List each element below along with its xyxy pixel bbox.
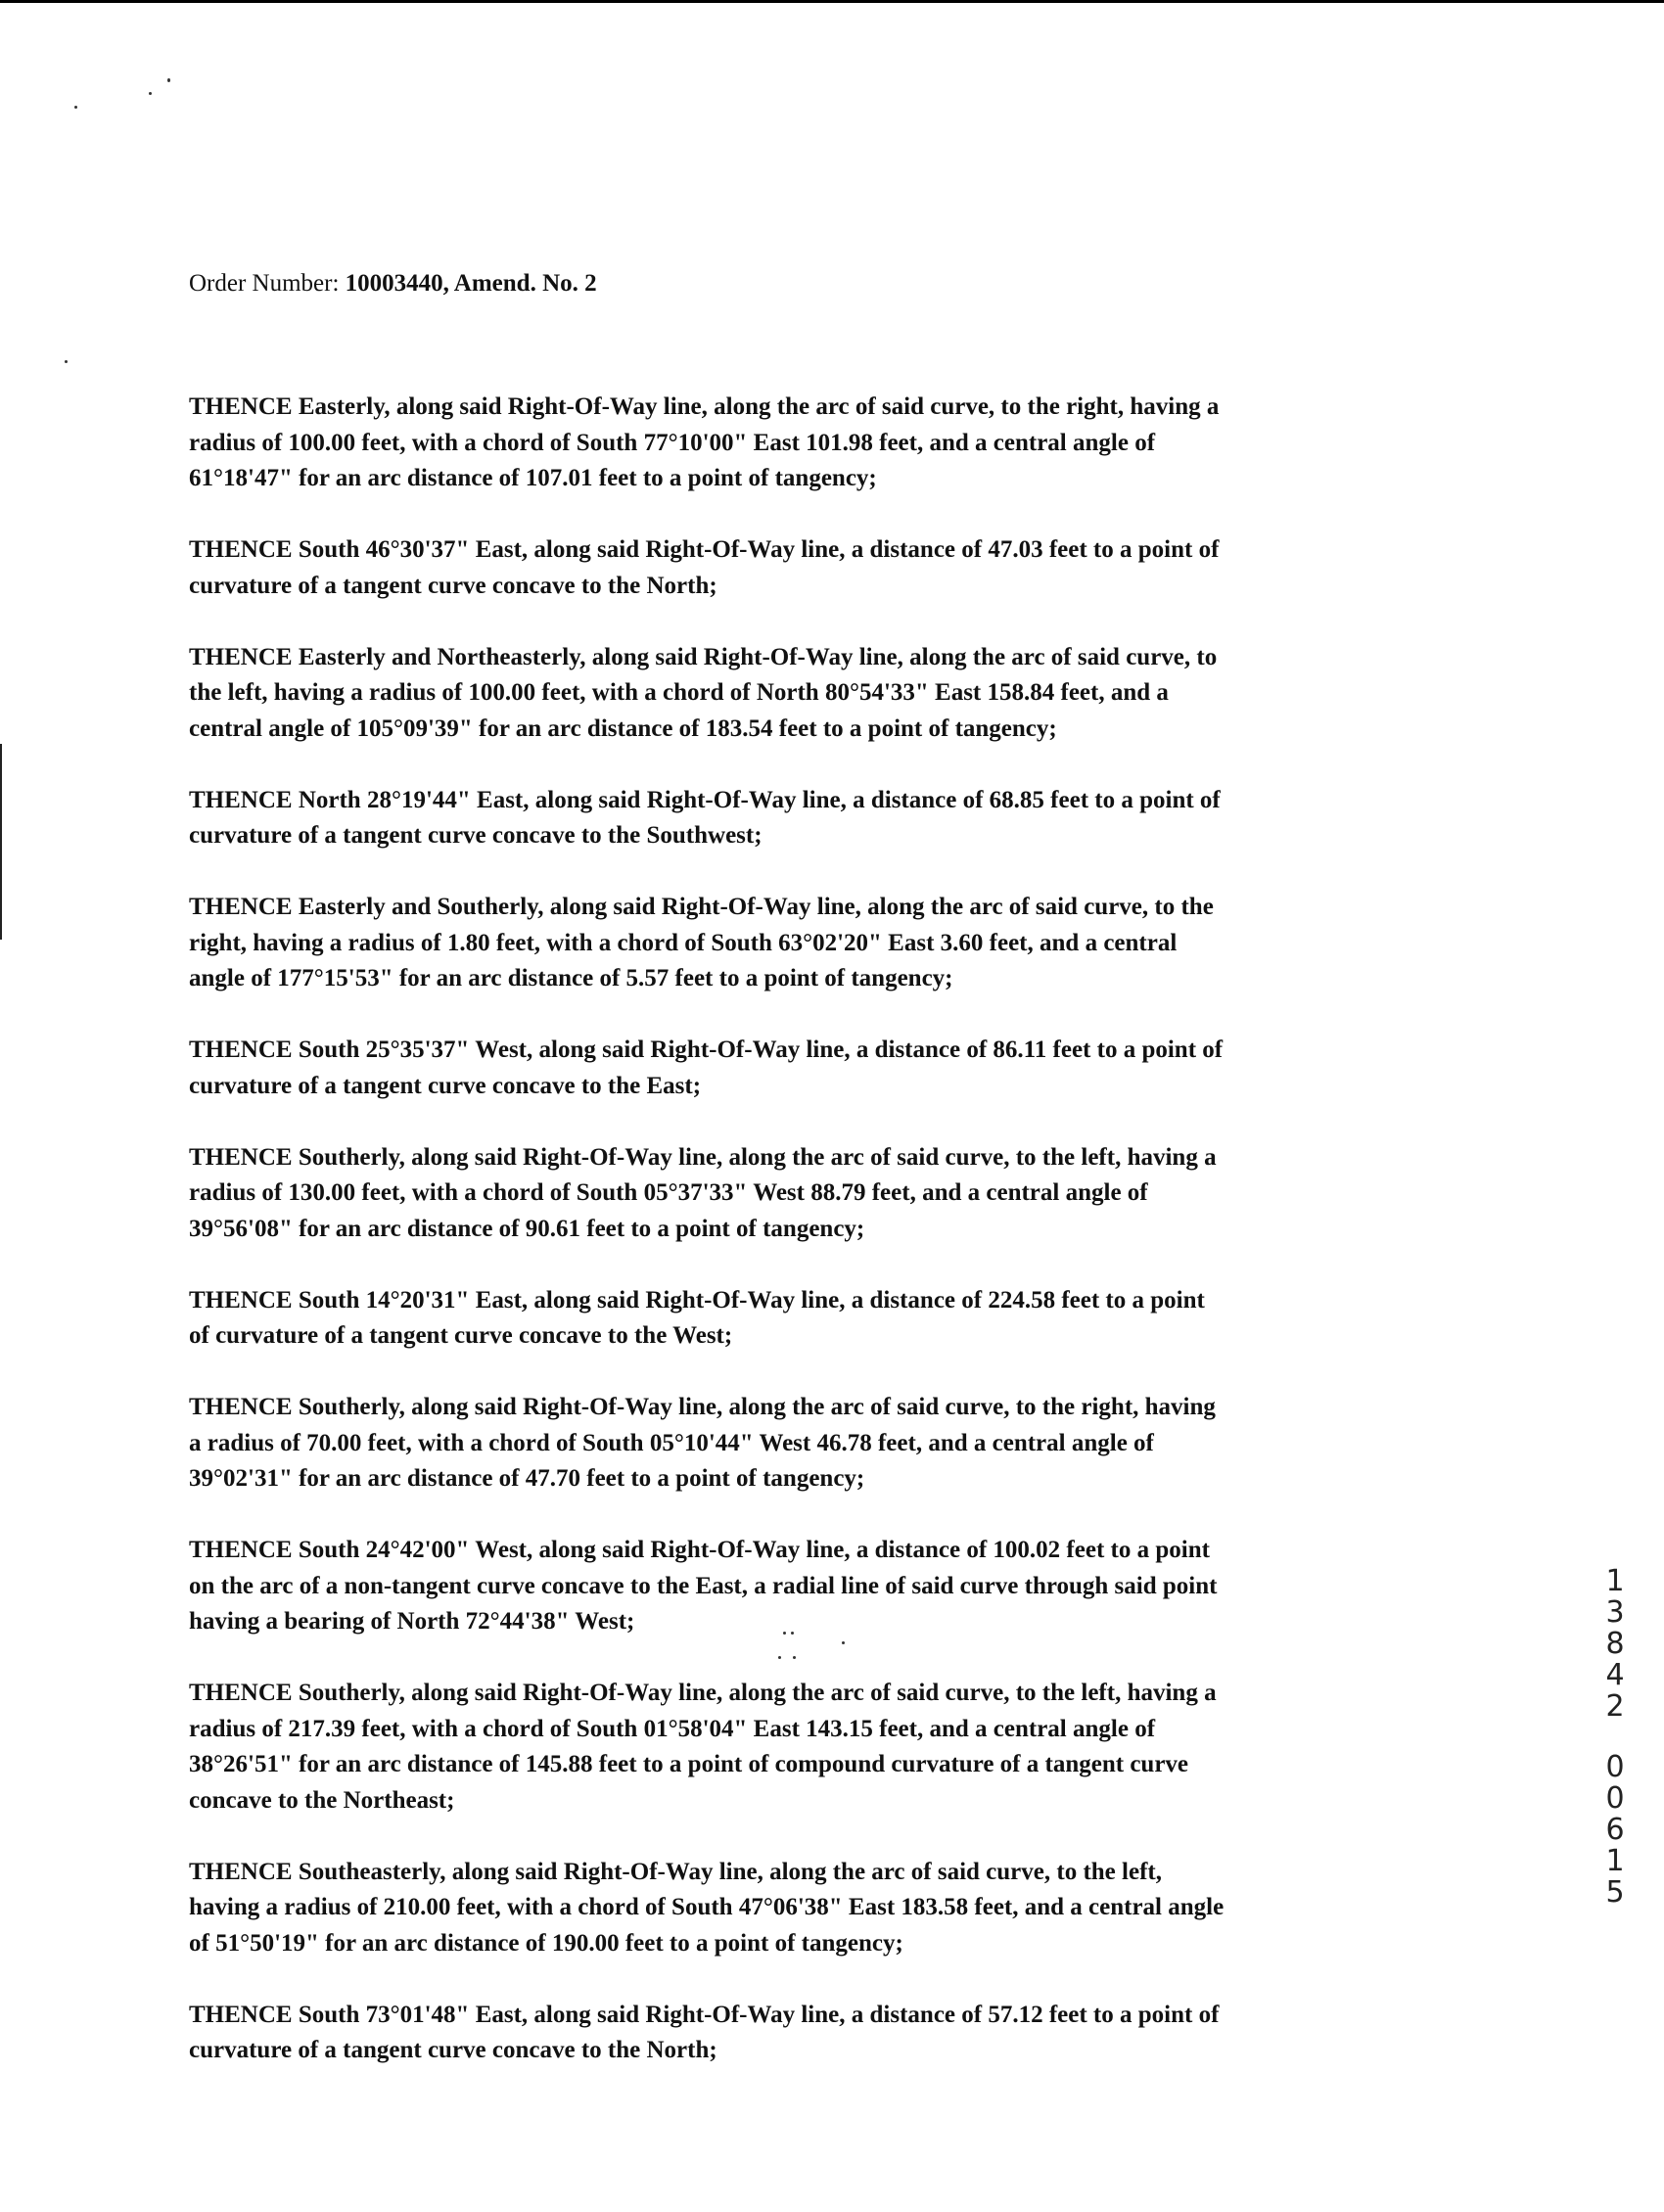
paragraph [189,1033,1461,1104]
paragraph-line: THENCE Southerly, along said Right-Of-Way line, along the arc of said curve, to the right, having [189,1394,1216,1420]
top-border [0,0,1664,3]
legal-description [189,390,1461,2104]
paragraph-line: THENCE North 28°19'44" East, along said Right-Of-Way line, a distance of 68.85 feet to a point of [189,786,1221,813]
paragraph [189,640,1461,748]
paragraph-line: THENCE South 73°01'48" East, along said Right-Of-Way line, a distance of 57.12 feet to a point of [189,2001,1220,2028]
paragraph-line: of 51°50'19" for an arc distance of 190.00 feet to a point of tangency; [189,1929,903,1957]
paragraph-line: THENCE South 25°35'37" West, along said Right-Of-Way line, a distance of 86.11 feet to a point of [189,1037,1224,1063]
paragraph-line: curvature of a tangent curve concave to the Southwest; [189,822,763,849]
paragraph-line: the left, having a radius of 100.00 feet, with a chord of North 80°54'33" East 158.84 feet, and a [189,679,1169,706]
paragraph-line: having a bearing of North 72°44'38" West; [189,1608,635,1635]
paragraph-line: 39°56'08" for an arc distance of 90.61 feet to a point of tangency; [189,1215,865,1242]
document-stamp-number [1595,1566,1635,1909]
scan-edge-mark [0,744,2,940]
paragraph [189,532,1461,604]
paragraph [189,1998,1461,2069]
paragraph [189,1533,1461,1640]
stamp-digit: 4 [1605,1658,1625,1692]
paragraph-line: THENCE South 14°20'31" East, along said Right-Of-Way line, a distance of 224.58 feet to a point [189,1286,1205,1313]
paragraph-line: curvature of a tangent curve concave to the North; [189,2037,717,2063]
stamp-digit: 2 [1605,1689,1625,1724]
paragraph-line: radius of 100.00 feet, with a chord of South 77°10'00" East 101.98 feet, and a central angle of [189,429,1156,456]
paragraph-line: having a radius of 210.00 feet, with a chord of South 47°06'38" East 183.58 feet, and a central angle [189,1894,1225,1920]
paragraph-line: of curvature of a tangent curve concave to the West; [189,1322,733,1349]
stamp-digit: 1 [1605,1564,1625,1598]
paragraph-line: THENCE Southerly, along said Right-Of-Way line, along the arc of said curve, to the left, having a [189,1143,1217,1171]
paragraph-line: 39°02'31" for an arc distance of 47.70 feet to a point of tangency; [189,1465,865,1492]
paragraph-line: radius of 130.00 feet, with a chord of South 05°37'33" West 88.79 feet, and a central angle of [189,1179,1148,1206]
stamp-digit: 8 [1605,1627,1625,1661]
order-number-label: Order Number: [189,270,340,297]
scan-speck [167,78,170,82]
paragraph [189,1855,1461,1962]
stamp-digit: 3 [1605,1595,1625,1630]
paragraph [189,1676,1461,1819]
stamp-gap [1595,1723,1635,1752]
paragraph [189,1283,1461,1355]
stamp-digit: 6 [1605,1813,1625,1847]
paragraph [189,783,1461,854]
scan-speck [74,106,77,109]
paragraph-line: 61°18'47" for an arc distance of 107.01 feet to a point of tangency; [189,465,877,491]
paragraph-line: concave to the Northeast; [189,1786,455,1814]
paragraph-line: THENCE South 24°42'00" West, along said Right-Of-Way line, a distance of 100.02 feet to a point [189,1537,1210,1563]
paragraph [189,390,1461,497]
paragraph-line: THENCE Southeasterly, along said Right-Of-Way line, along the arc of said curve, to the left, [189,1858,1162,1885]
paragraph-line: a radius of 70.00 feet, with a chord of South 05°10'44" West 46.78 feet, and a central angle of [189,1429,1154,1456]
paragraph-line: THENCE South 46°30'37" East, along said Right-Of-Way line, a distance of 47.03 feet to a point of [189,536,1220,563]
paragraph-line: THENCE Southerly, along said Right-Of-Way line, along the arc of said curve, to the left, having a [189,1680,1217,1706]
scan-speck [149,92,152,95]
stamp-digit: 0 [1605,1781,1625,1816]
stamp-digit: 1 [1605,1844,1625,1878]
stamp-digit: 0 [1605,1750,1625,1784]
paragraph-line: central angle of 105°09'39" for an arc distance of 183.54 feet to a point of tangency; [189,714,1057,742]
order-number-value: 10003440, Amend. No. 2 [345,270,597,297]
paragraph-line: THENCE Easterly and Southerly, along said Right-Of-Way line, along the arc of said curve, to the [189,894,1214,920]
scan-speck [65,360,68,363]
paragraph-line: right, having a radius of 1.80 feet, with a chord of South 63°02'20" East 3.60 feet, and a central [189,929,1178,956]
paragraph [189,890,1461,997]
paragraph [189,1390,1461,1498]
paragraph-line: THENCE Easterly, along said Right-Of-Way line, along the arc of said curve, to the right, having a [189,393,1220,420]
paragraph-line: angle of 177°15'53" for an arc distance of 5.57 feet to a point of tangency; [189,965,953,991]
paragraph-line: curvature of a tangent curve concave to the North; [189,572,717,599]
paragraph [189,1140,1461,1248]
paragraph-line: radius of 217.39 feet, with a chord of South 01°58'04" East 143.15 feet, and a central angle of [189,1715,1156,1742]
order-number-line [189,264,597,303]
stamp-digit: 5 [1605,1875,1625,1910]
paragraph-line: curvature of a tangent curve concave to the East; [189,1072,702,1099]
paragraph-line: 38°26'51" for an arc distance of 145.88 feet to a point of compound curvature of a tangent curve [189,1751,1189,1777]
paragraph-line: on the arc of a non-tangent curve concave to the East, a radial line of said curve through said point [189,1572,1218,1599]
paragraph-line: THENCE Easterly and Northeasterly, along said Right-Of-Way line, along the arc of said curve, to [189,643,1218,670]
